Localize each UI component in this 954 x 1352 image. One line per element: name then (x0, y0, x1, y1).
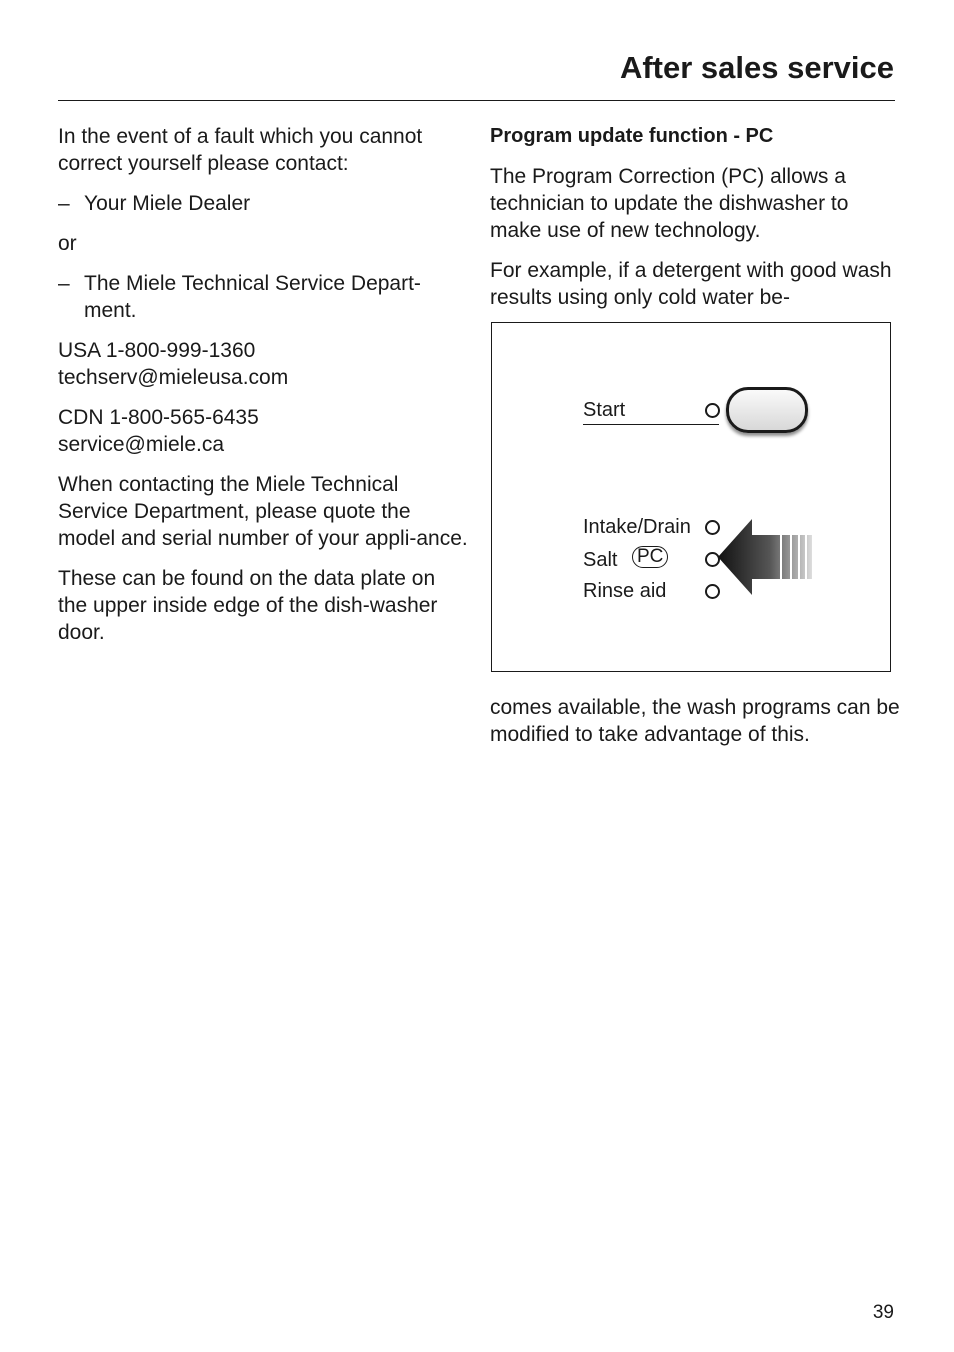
section-title: Program update function - PC (490, 125, 774, 147)
control-panel-figure (491, 322, 891, 672)
usa-email: techserv@mieleusa.com (58, 366, 289, 389)
continuation-paragraph: comes available, the wash programs can be modified to take advantage of this. (490, 696, 900, 746)
dash-bullet: – (58, 192, 70, 215)
or-text: or (58, 232, 77, 255)
rinse-aid-label: Rinse aid (583, 580, 667, 602)
pointer-arrow-icon (718, 517, 814, 597)
page-title: After sales service (619, 50, 894, 85)
start-led-icon (705, 403, 720, 418)
start-button (726, 387, 808, 433)
header-rule (58, 100, 895, 101)
list-item (58, 190, 468, 217)
intake-drain-label: Intake/Drain (583, 516, 691, 538)
contact-paragraph: When contacting the Miele Technical Service Department, please quote the model and serial number of your appli-ance. (58, 473, 468, 550)
intro-text: In the event of a fault which you cannot correct yourself please contact: (58, 125, 423, 175)
page-number: 39 (872, 1302, 894, 1323)
cdn-phone: CDN 1-800-565-6435 (58, 406, 259, 429)
after-figure-text (490, 694, 900, 748)
dash-bullet: – (58, 272, 70, 295)
start-label: Start (583, 399, 626, 421)
right-column (490, 123, 900, 311)
list-item (58, 270, 468, 324)
list-item-text: Your Miele Dealer (84, 192, 251, 215)
left-column (58, 123, 468, 646)
cdn-email: service@miele.ca (58, 433, 225, 456)
list-item-text: The Miele Technical Service Depart-ment. (84, 272, 421, 322)
start-underline (583, 424, 719, 425)
pc-paragraph: The Program Correction (PC) allows a technician to update the dishwasher to make use of new technology. (490, 165, 849, 242)
example-paragraph: For example, if a detergent with good wash results using only cold water be- (490, 259, 892, 309)
usa-phone: USA 1-800-999-1360 (58, 339, 256, 362)
salt-label: Salt (583, 549, 618, 571)
location-paragraph: These can be found on the data plate on the upper inside edge of the dish-washer door. (58, 567, 438, 644)
pc-badge: PC (632, 546, 668, 568)
